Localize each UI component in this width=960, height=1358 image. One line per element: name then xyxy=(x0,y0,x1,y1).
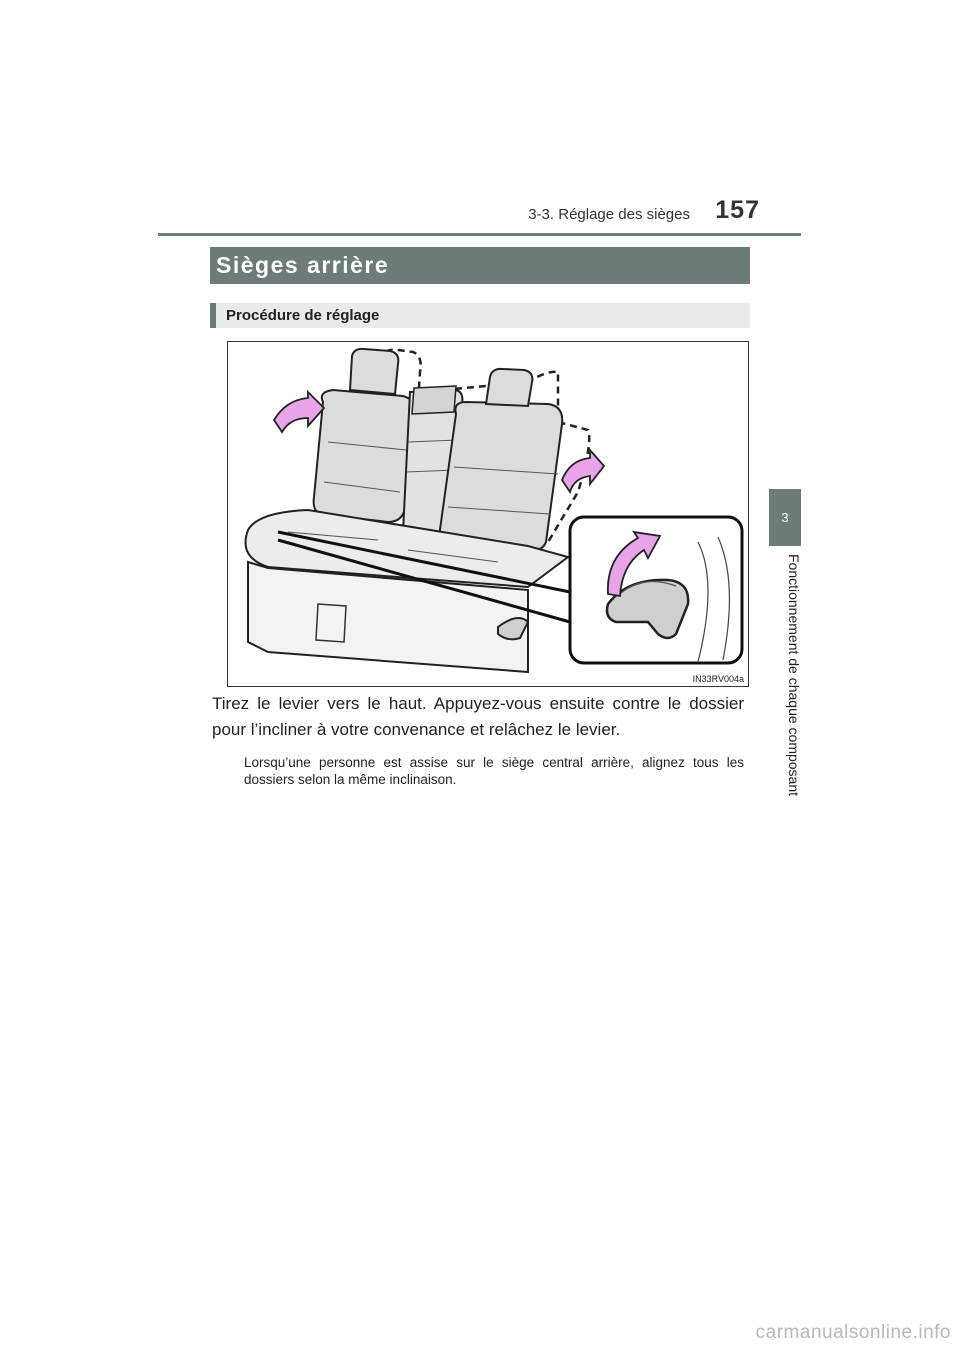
note-text: Lorsqu’une personne est assise sur le siège central arrière, alignez tous les dossiers selon la même inclinaison. xyxy=(244,755,744,787)
section-reference: 3-3. Réglage des sièges xyxy=(528,206,690,223)
subsection-title: Procédure de réglage xyxy=(210,303,750,328)
lever-icon xyxy=(228,342,748,686)
instruction-text: Tirez le levier vers le haut. Appuyez-vous ensuite contre le dossier pour l’incliner à votre convenance et relâchez le levier. xyxy=(212,694,744,739)
header-rule xyxy=(158,233,801,236)
chapter-title-text: Fonctionnement de chaque composant xyxy=(786,553,803,797)
figure-code: IN33RV004a xyxy=(692,674,744,684)
watermark: carmanualsonline.info xyxy=(755,1322,951,1343)
section-title: Sièges arrière xyxy=(210,247,750,284)
page-number: 157 xyxy=(715,196,760,224)
seat-illustration xyxy=(227,341,749,687)
chapter-side-title xyxy=(785,553,803,797)
chapter-tab[interactable]: 3 xyxy=(769,489,801,546)
